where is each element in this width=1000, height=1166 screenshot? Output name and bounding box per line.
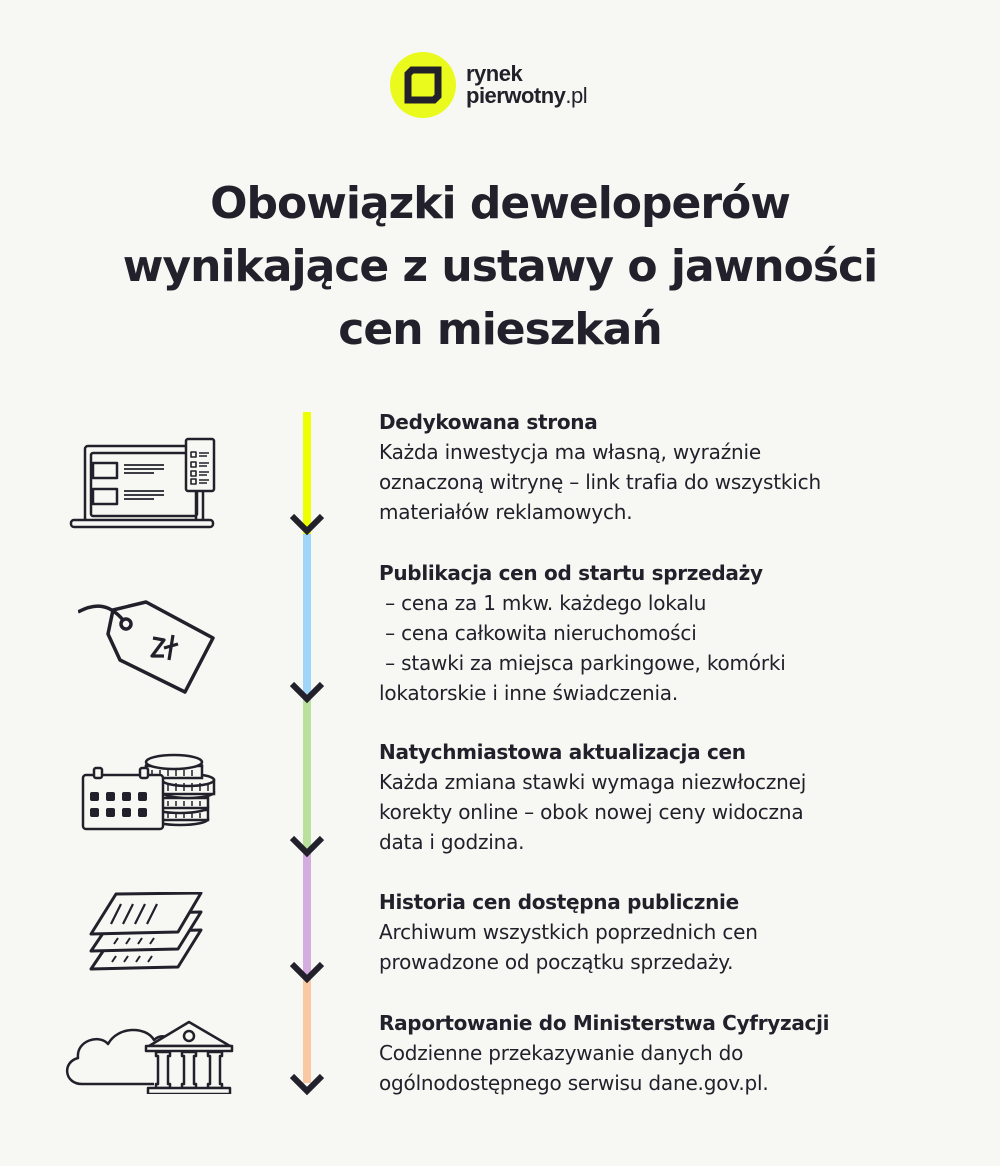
timeline-item-price-update — [379, 737, 979, 857]
square-frame-icon — [390, 52, 456, 118]
item-text-line: Archiwum wszystkich poprzednich cen — [379, 920, 758, 944]
timeline-item-price-history — [379, 887, 979, 977]
chevron-down-icon — [289, 834, 325, 860]
title-line: wynikające z ustawy o jawności — [122, 241, 878, 292]
item-text-line: – cena całkowita nieruchomości — [379, 621, 697, 645]
timeline-segment-3 — [303, 700, 311, 852]
timeline-segment-2 — [303, 534, 311, 700]
logo-wordmark — [466, 63, 587, 107]
timeline-item-dedicated-site — [379, 407, 979, 527]
item-text-line: – stawki za miejsca parkingowe, komórki — [379, 651, 786, 675]
item-text-line: – cena za 1 mkw. każdego lokalu — [379, 591, 707, 615]
timeline-item-ministry-reporting — [379, 1008, 979, 1098]
item-heading: Historia cen dostępna publicznie — [379, 890, 739, 914]
item-text-line: ogólnodostępnego serwisu dane.gov.pl. — [379, 1071, 769, 1095]
cloud-government-building-icon — [62, 1018, 234, 1094]
item-heading: Raportowanie do Ministerstwa Cyfryzacji — [379, 1011, 830, 1035]
title-line: Obowiązki deweloperów — [210, 178, 790, 229]
laptop-website-icon — [68, 436, 218, 532]
item-text-line: oznaczoną witrynę – link trafia do wszystkich — [379, 470, 821, 494]
item-heading: Natychmiastowa aktualizacja cen — [379, 740, 746, 764]
item-text-line: materiałów reklamowych. — [379, 500, 633, 524]
price-tag-zl-icon — [78, 590, 218, 695]
logo-line-2: pierwotny.pl — [466, 83, 588, 108]
page-title — [0, 172, 1000, 361]
item-text-line: prowadzone od początku sprzedaży. — [379, 950, 734, 974]
timeline-item-price-publication — [379, 558, 979, 708]
item-text-line: Każda inwestycja ma własną, wyraźnie — [379, 440, 761, 464]
item-heading: Dedykowana strona — [379, 410, 598, 434]
item-text-line: Codzienne przekazywanie danych do — [379, 1041, 744, 1065]
stacked-documents-icon — [86, 892, 211, 972]
item-text-line: korekty online – obok nowej ceny widoczna — [379, 800, 804, 824]
logo-mark — [390, 52, 456, 118]
chevron-down-icon — [289, 1072, 325, 1098]
calendar-coins-icon — [80, 750, 220, 835]
item-text-line: Każda zmiana stawki wymaga niezwłocznej — [379, 770, 807, 794]
logo-suffix: .pl — [565, 83, 588, 108]
item-text-line: data i godzina. — [379, 830, 525, 854]
item-heading: Publikacja cen od startu sprzedaży — [379, 561, 763, 585]
logo-line-1: rynek — [466, 61, 523, 86]
chevron-down-icon — [289, 960, 325, 986]
timeline-segment-5 — [303, 979, 311, 1083]
chevron-down-icon — [289, 680, 325, 706]
title-line: cen mieszkań — [338, 304, 662, 355]
chevron-down-icon — [289, 512, 325, 538]
item-text-line: lokatorskie i inne świadczenia. — [379, 681, 679, 705]
brand-logo — [390, 52, 587, 118]
